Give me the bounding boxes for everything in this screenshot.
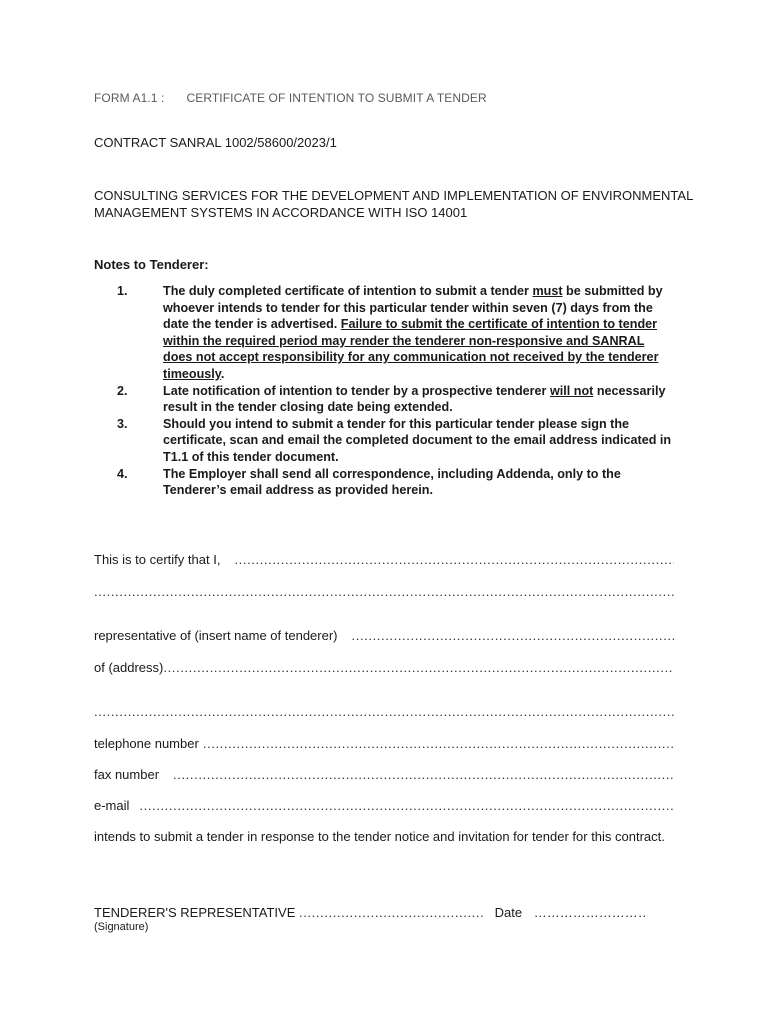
signature-label: TENDERER'S REPRESENTATIVE xyxy=(94,905,296,920)
note-number: 4. xyxy=(117,466,128,481)
address-line xyxy=(94,660,674,675)
note-number: 2. xyxy=(117,383,128,398)
address-continuation-line xyxy=(94,704,674,719)
intent-statement: intends to submit a tender in response to the tender notice and invitation for tender for this contract. xyxy=(94,829,665,844)
signature-row xyxy=(94,905,646,920)
representative-line xyxy=(94,628,674,643)
notes-list xyxy=(94,283,694,499)
note-emphasis: Failure to submit the certificate of intention to tender within the required period may render the tenderer non-responsive and SANRAL does not accept responsibility for any communication not received by the tenderer timeously xyxy=(163,317,659,381)
email-line xyxy=(94,798,674,813)
email-fill-line[interactable] xyxy=(139,798,674,813)
fax-label: fax number xyxy=(94,767,160,782)
telephone-line xyxy=(94,736,674,751)
form-code: FORM A1.1 : xyxy=(94,91,165,105)
note-text-part: necessarily result in the tender closing date being extended. xyxy=(163,383,666,415)
note-text-part: The duly completed certificate of intention to submit a tender xyxy=(163,284,533,298)
note-number: 3. xyxy=(117,416,128,431)
address-fill-line-2[interactable] xyxy=(94,704,674,719)
notes-heading: Notes to Tenderer: xyxy=(94,257,209,272)
note-number: 1. xyxy=(117,284,128,298)
fax-line xyxy=(94,767,674,782)
note-text-part: . xyxy=(220,366,225,381)
note-text-part: Late notification of intention to tender by a prospective tenderer xyxy=(163,383,550,398)
note-text xyxy=(163,383,673,416)
signature-note: (Signature) xyxy=(94,921,149,933)
telephone-fill-line[interactable] xyxy=(203,736,674,751)
form-title: CERTIFICATE OF INTENTION TO SUBMIT A TENDER xyxy=(186,91,487,105)
telephone-label: telephone number xyxy=(94,736,199,751)
tenderer-name-fill-line[interactable] xyxy=(352,628,674,643)
document-title: CONSULTING SERVICES FOR THE DEVELOPMENT AND IMPLEMENTATION OF ENVIRONMENTAL MANAGEMENT SYSTEMS IN ACCORDANCE WITH ISO 14001 xyxy=(94,188,693,220)
address-fill-line[interactable] xyxy=(163,660,674,675)
fax-fill-line[interactable] xyxy=(173,767,674,782)
note-item xyxy=(94,416,694,466)
name-continuation-line xyxy=(94,584,674,599)
note-item xyxy=(94,283,694,383)
date-label: Date xyxy=(494,905,523,920)
email-label: e-mail xyxy=(94,798,130,813)
name-fill-line-2[interactable] xyxy=(94,584,674,599)
note-emphasis: must xyxy=(532,284,563,298)
certify-line xyxy=(94,552,674,567)
certify-label: This is to certify that I, xyxy=(94,552,221,567)
date-fill-line[interactable] xyxy=(534,905,646,920)
note-item xyxy=(94,466,694,499)
note-text: The Employer shall send all correspondence, including Addenda, only to the Tenderer’s email address as provided herein. xyxy=(163,466,621,498)
note-text-part: be submitted by whoever intends to tender for this particular tender within seven (7) days from the date the tender is advertised. xyxy=(163,284,663,332)
signature-fill-line[interactable] xyxy=(299,905,485,920)
name-fill-line[interactable] xyxy=(234,552,674,567)
representative-label: representative of (insert name of tenderer) xyxy=(94,628,338,643)
note-text: Should you intend to submit a tender for this particular tender please sign the certificate, scan and email the completed document to the email address indicated in T1.1 of this tender document. xyxy=(163,416,672,464)
address-label: of (address) xyxy=(94,660,164,675)
contract-number: CONTRACT SANRAL 1002/58600/2023/1 xyxy=(94,135,337,150)
note-item xyxy=(94,383,694,416)
note-emphasis: will not xyxy=(549,383,594,398)
form-header xyxy=(94,91,487,105)
note-text xyxy=(163,283,673,383)
